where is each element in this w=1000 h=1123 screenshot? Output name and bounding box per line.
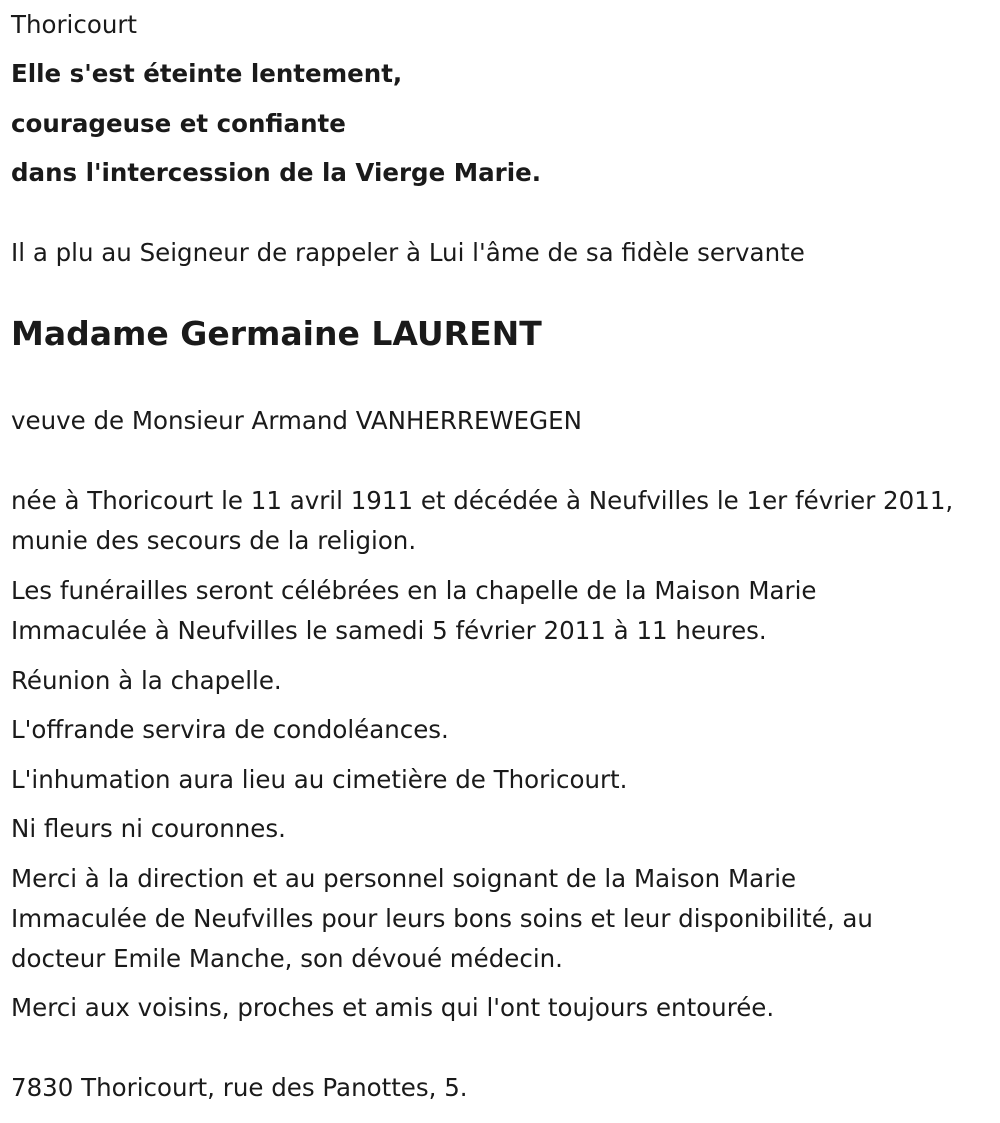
place-header: Thoricourt xyxy=(11,10,138,39)
funeral-line-2: Immaculée à Neufvilles le samedi 5 février 2011 à 11 heures. xyxy=(11,616,767,645)
offering-text: L'offrande servira de condoléances. xyxy=(11,715,449,744)
meeting-text: Réunion à la chapelle. xyxy=(11,666,282,695)
thanks-staff-line-1: Merci à la direction et au personnel soignant de la Maison Marie xyxy=(11,864,797,893)
announcement-text: Il a plu au Seigneur de rappeler à Lui l'âme de sa fidèle servante xyxy=(11,238,805,267)
birth-death-line-1: née à Thoricourt le 11 avril 1911 et décédée à Neufvilles le 1er février 2011, xyxy=(11,486,954,515)
thanks-staff-line-3: docteur Emile Manche, son dévoué médecin. xyxy=(11,944,563,973)
intro-line-2: courageuse et confiante xyxy=(11,109,346,138)
burial-text: L'inhumation aura lieu au cimetière de Thoricourt. xyxy=(11,765,628,794)
address-text: 7830 Thoricourt, rue des Panottes, 5. xyxy=(11,1073,468,1102)
funeral-line-1: Les funérailles seront célébrées en la chapelle de la Maison Marie xyxy=(11,576,817,605)
thanks-staff-line-2: Immaculée de Neufvilles pour leurs bons soins et leur disponibilité, au xyxy=(11,904,873,933)
birth-death-line-2: munie des secours de la religion. xyxy=(11,526,417,555)
intro-line-3: dans l'intercession de la Vierge Marie. xyxy=(11,158,542,187)
intro-line-1: Elle s'est éteinte lentement, xyxy=(11,59,403,88)
deceased-name: Madame Germaine LAURENT xyxy=(11,314,542,353)
widow-of-text: veuve de Monsieur Armand VANHERREWEGEN xyxy=(11,406,582,435)
no-flowers-text: Ni fleurs ni couronnes. xyxy=(11,814,286,843)
thanks-neighbors-text: Merci aux voisins, proches et amis qui l'ont toujours entourée. xyxy=(11,993,775,1022)
